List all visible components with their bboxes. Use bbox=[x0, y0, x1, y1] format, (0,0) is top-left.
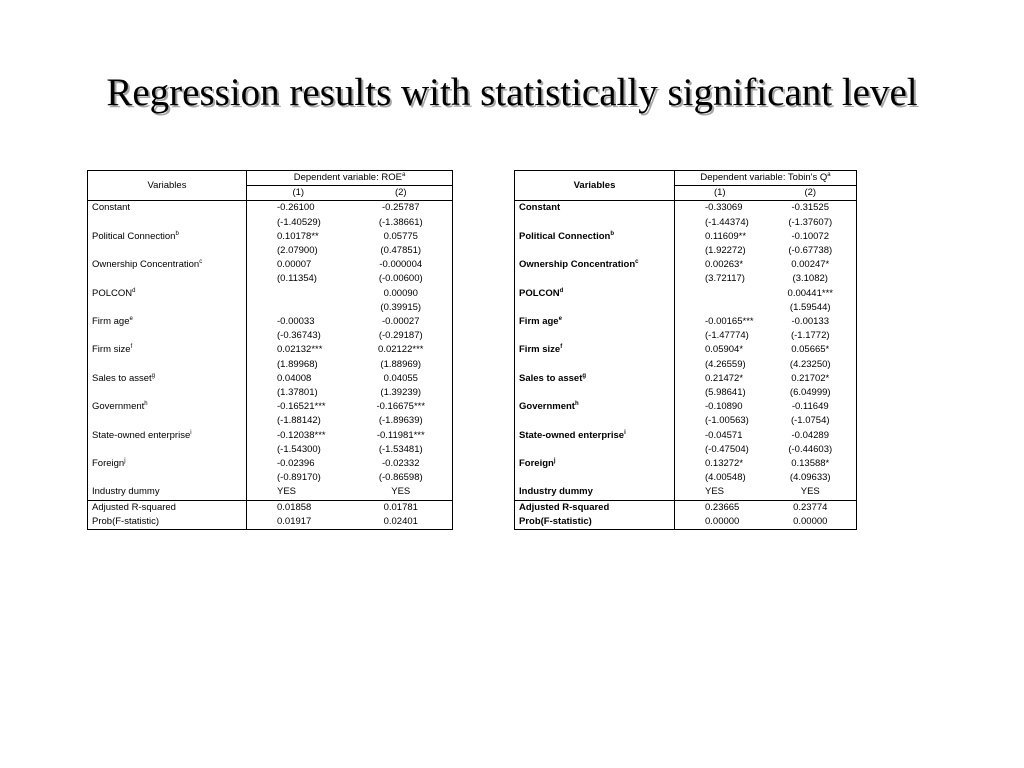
table-row bbox=[88, 386, 453, 400]
variable-name: Industry dummy bbox=[92, 486, 160, 498]
coefficient-cell-model-1: 0.13272* bbox=[705, 458, 744, 470]
table-row bbox=[515, 216, 857, 230]
variable-label bbox=[88, 386, 247, 400]
variable-label bbox=[88, 201, 247, 216]
table-row bbox=[515, 343, 857, 357]
table-row bbox=[88, 372, 453, 386]
coefficient-cell-model-1: (4.00548) bbox=[705, 472, 746, 484]
variable-label bbox=[515, 372, 675, 386]
variable-label bbox=[88, 372, 247, 386]
footnote-marker: g bbox=[582, 372, 587, 379]
variable-name: Firm age bbox=[92, 316, 130, 328]
coefficient-cell-model-2: -0.000004 bbox=[379, 259, 423, 271]
coefficient-cell-model-2: (1.88969) bbox=[380, 358, 422, 370]
variable-label bbox=[88, 414, 247, 428]
coefficient-cell-model-2: (-1.89639) bbox=[378, 415, 423, 427]
footnote-marker: c bbox=[199, 259, 203, 266]
statistic-cell-model-2: 0.01781 bbox=[350, 500, 453, 515]
coefficient-cell-model-2: -0.10072 bbox=[791, 230, 829, 242]
variables-header: Variables bbox=[88, 171, 247, 201]
table-row bbox=[88, 443, 453, 457]
coefficient-cell-model-1 bbox=[675, 287, 765, 301]
statistic-cell-model-1: 0.00000 bbox=[705, 515, 740, 527]
table-row bbox=[88, 230, 453, 244]
coefficient-cell-model-2: 0.05665* bbox=[791, 344, 830, 356]
coefficient-cell-model-1: (-0.36743) bbox=[277, 330, 321, 342]
coefficient-cell-model-1: -0.33069 bbox=[675, 201, 765, 216]
column-header-1: (1) bbox=[292, 187, 305, 199]
table-row bbox=[515, 471, 857, 485]
dependent-variable-header bbox=[675, 171, 857, 186]
variable-label bbox=[88, 358, 247, 372]
dependent-variable-header bbox=[247, 171, 453, 186]
variable-name: State-owned enterprise bbox=[519, 429, 625, 441]
statistic-cell-model-1: 0.23665 bbox=[675, 500, 765, 515]
coefficient-cell-model-2: 0.04055 bbox=[383, 372, 418, 384]
footnote-marker: f bbox=[560, 344, 563, 351]
variable-label bbox=[88, 272, 247, 286]
variable-name: Foreign bbox=[92, 458, 125, 470]
coefficient-cell-model-1: -0.00165*** bbox=[705, 316, 754, 328]
statistic-label: Adjusted R-squared bbox=[515, 500, 675, 515]
variable-label bbox=[515, 400, 675, 414]
coefficient-cell-model-2: (1.39239) bbox=[380, 387, 422, 399]
coefficient-cell-model-1: 0.00007 bbox=[277, 259, 312, 271]
table-row bbox=[88, 287, 453, 301]
coefficient-cell-model-2: (-1.37607) bbox=[788, 216, 833, 228]
footnote-marker: h bbox=[144, 401, 148, 408]
variable-label bbox=[88, 329, 247, 343]
footnote-marker: i bbox=[190, 429, 192, 436]
coefficient-cell-model-2: -0.16675*** bbox=[376, 401, 426, 413]
coefficient-cell-model-2: (3.1082) bbox=[792, 273, 828, 285]
coefficient-cell-model-2: (6.04999) bbox=[789, 387, 831, 399]
coefficient-cell-model-1: -0.00033 bbox=[277, 316, 315, 328]
variable-name: POLCON bbox=[92, 287, 133, 299]
coefficient-cell-model-1: (2.07900) bbox=[277, 245, 318, 257]
table-body bbox=[515, 201, 857, 500]
regression-table-tobins-q bbox=[514, 170, 857, 530]
footnote-marker: j bbox=[553, 458, 556, 465]
table-row bbox=[515, 372, 857, 386]
variable-label bbox=[515, 386, 675, 400]
slide-title: Regression results with statistically significant level bbox=[106, 71, 918, 114]
statistic-label: Prob(F-statistic) bbox=[88, 515, 247, 530]
variable-name: Industry dummy bbox=[519, 486, 593, 498]
table-body bbox=[88, 201, 453, 500]
variable-name: Ownership Concentration bbox=[92, 259, 200, 271]
variable-label bbox=[515, 443, 675, 457]
table-row bbox=[515, 457, 857, 471]
variable-label bbox=[515, 258, 675, 272]
footnote-marker: d bbox=[559, 287, 564, 294]
table-row bbox=[515, 443, 857, 457]
variable-label bbox=[515, 216, 675, 230]
variable-label bbox=[515, 230, 675, 244]
statistic-cell-model-1: 0.01917 bbox=[277, 515, 312, 527]
coefficient-cell-model-2: -0.11981*** bbox=[376, 429, 425, 441]
summary-row bbox=[515, 515, 857, 530]
variable-label bbox=[515, 301, 675, 315]
table-row bbox=[88, 471, 453, 485]
table-header bbox=[88, 171, 453, 201]
statistic-cell-model-2: 0.00000 bbox=[793, 515, 828, 527]
statistic-cell-model-2: 0.02401 bbox=[383, 515, 418, 527]
coefficient-cell-model-1: 0.21472* bbox=[705, 372, 744, 384]
table-row bbox=[515, 272, 857, 286]
coefficient-cell-model-1: (-0.89170) bbox=[277, 472, 321, 484]
coefficient-cell-model-2: -0.11649 bbox=[791, 401, 829, 413]
variable-label bbox=[88, 244, 247, 258]
statistic-label: Adjusted R-squared bbox=[88, 500, 247, 515]
variable-name: Political Connection bbox=[92, 230, 176, 242]
variable-label bbox=[88, 230, 247, 244]
table-row bbox=[88, 358, 453, 372]
coefficient-cell-model-1: YES bbox=[277, 486, 297, 498]
table-row bbox=[515, 201, 857, 216]
table-row bbox=[515, 230, 857, 244]
coefficient-cell-model-2: -0.00027 bbox=[382, 316, 420, 328]
coefficient-cell-model-1: -0.04571 bbox=[705, 429, 743, 441]
table-row bbox=[88, 429, 453, 443]
coefficient-cell-model-2: (-1.38661) bbox=[378, 216, 423, 228]
footnote-marker: c bbox=[635, 259, 639, 266]
table-row bbox=[88, 216, 453, 230]
footnote-marker: h bbox=[574, 401, 579, 408]
variable-name: Government bbox=[92, 401, 145, 413]
variable-label bbox=[515, 471, 675, 485]
coefficient-cell-model-1: (5.98641) bbox=[705, 387, 746, 399]
table-row bbox=[515, 258, 857, 272]
table-row bbox=[88, 457, 453, 471]
coefficient-cell-model-2: (4.09633) bbox=[789, 472, 831, 484]
variable-name: POLCON bbox=[519, 287, 560, 299]
coefficient-cell-model-2: 0.00090 bbox=[383, 287, 418, 299]
variable-label bbox=[88, 301, 247, 315]
coefficient-cell-model-1: (4.26559) bbox=[705, 358, 746, 370]
coefficient-cell-model-1 bbox=[675, 301, 765, 315]
variable-label bbox=[515, 272, 675, 286]
coefficient-cell-model-1: 0.04008 bbox=[277, 372, 312, 384]
variable-label bbox=[88, 287, 247, 301]
coefficient-cell-model-2: (-0.29187) bbox=[378, 330, 423, 342]
table-row bbox=[515, 329, 857, 343]
variable-label bbox=[515, 429, 675, 443]
variable-label bbox=[88, 343, 247, 357]
table-footer bbox=[515, 500, 857, 529]
variable-name: Ownership Concentration bbox=[519, 259, 636, 271]
coefficient-cell-model-2: -0.25787 bbox=[350, 201, 453, 216]
variable-name: Political Connection bbox=[519, 230, 611, 242]
table-row bbox=[515, 429, 857, 443]
footnote-marker: b bbox=[610, 230, 614, 237]
table-row bbox=[515, 301, 857, 315]
table-row bbox=[88, 329, 453, 343]
footnote-marker: b bbox=[175, 230, 179, 237]
table-row bbox=[515, 400, 857, 414]
variables-header: Variables bbox=[515, 171, 675, 201]
footnote-marker: f bbox=[130, 344, 133, 351]
variable-name: State-owned enterprise bbox=[92, 429, 191, 441]
coefficient-cell-model-2: (0.47851) bbox=[380, 245, 422, 257]
variable-label bbox=[515, 287, 675, 301]
table-row bbox=[88, 343, 453, 357]
coefficient-cell-model-1: 0.00263* bbox=[705, 259, 744, 271]
variable-label bbox=[88, 471, 247, 485]
table-row bbox=[515, 358, 857, 372]
variable-label bbox=[515, 414, 675, 428]
statistic-cell-model-1: 0.01858 bbox=[247, 500, 350, 515]
table-row bbox=[88, 201, 453, 216]
variable-name: Sales to asset bbox=[92, 372, 152, 384]
table-row bbox=[515, 386, 857, 400]
variable-name: Firm size bbox=[519, 344, 561, 356]
coefficient-cell-model-1: 0.05904* bbox=[705, 344, 744, 356]
footnote-marker: e bbox=[129, 316, 133, 323]
variable-name: Firm age bbox=[519, 316, 559, 328]
coefficient-cell-model-2: -0.02332 bbox=[382, 458, 420, 470]
coefficient-cell-model-2: (0.39915) bbox=[380, 301, 422, 313]
variable-label bbox=[515, 329, 675, 343]
variable-name: Sales to asset bbox=[519, 372, 583, 384]
footnote-marker: a bbox=[827, 172, 831, 178]
variable-label bbox=[515, 485, 675, 500]
coefficient-cell-model-1: -0.16521*** bbox=[277, 401, 326, 413]
summary-row bbox=[515, 500, 857, 515]
variable-label bbox=[515, 457, 675, 471]
variable-label bbox=[515, 343, 675, 357]
coefficient-cell-model-2: (-1.53481) bbox=[378, 443, 423, 455]
table-row bbox=[88, 244, 453, 258]
coefficient-cell-model-2: (-0.67738) bbox=[788, 245, 833, 257]
dependent-variable-label: Dependent variable: ROE bbox=[293, 172, 402, 183]
variable-label bbox=[88, 457, 247, 471]
table-row bbox=[88, 400, 453, 414]
coefficient-cell-model-1: -0.02396 bbox=[277, 458, 315, 470]
coefficient-cell-model-1: -0.10890 bbox=[705, 401, 743, 413]
footnote-marker: e bbox=[558, 316, 562, 323]
variable-label bbox=[88, 216, 247, 230]
coefficient-cell-model-1: (1.89968) bbox=[277, 358, 318, 370]
footnote-marker: i bbox=[624, 429, 626, 436]
coefficient-cell-model-2: 0.02122*** bbox=[378, 344, 424, 356]
table-row bbox=[515, 485, 857, 500]
coefficient-cell-model-2: (1.59544) bbox=[789, 301, 831, 313]
coefficient-cell-model-1: (0.11354) bbox=[277, 273, 317, 285]
variable-label bbox=[88, 315, 247, 329]
variable-label bbox=[515, 315, 675, 329]
coefficient-cell-model-1: 0.10178** bbox=[277, 230, 319, 242]
coefficient-cell-model-1: (-1.54300) bbox=[277, 443, 321, 455]
table-row bbox=[88, 414, 453, 428]
coefficient-cell-model-1 bbox=[247, 301, 350, 315]
coefficient-cell-model-1 bbox=[247, 287, 350, 301]
coefficient-cell-model-2: (-0.86598) bbox=[378, 472, 423, 484]
coefficient-cell-model-1: YES bbox=[705, 486, 725, 498]
variable-label bbox=[88, 485, 247, 500]
coefficient-cell-model-1: (-1.47774) bbox=[705, 330, 749, 342]
coefficient-cell-model-2: 0.00441*** bbox=[787, 287, 833, 299]
footnote-marker: a bbox=[401, 172, 406, 178]
variable-name: Foreign bbox=[519, 458, 554, 470]
table-row bbox=[88, 272, 453, 286]
coefficient-cell-model-1: (1.92272) bbox=[705, 245, 746, 257]
variable-name: Government bbox=[519, 401, 575, 413]
coefficient-cell-model-2: -0.04289 bbox=[791, 429, 829, 441]
footnote-marker: g bbox=[151, 372, 156, 379]
table-header bbox=[515, 171, 857, 201]
variable-name: Firm size bbox=[92, 344, 131, 356]
coefficient-cell-model-1: (-0.47504) bbox=[705, 443, 749, 455]
variable-label bbox=[88, 443, 247, 457]
variable-label bbox=[515, 244, 675, 258]
dependent-variable-label: Dependent variable: Tobin's Q bbox=[700, 172, 828, 183]
variable-name: Constant bbox=[92, 202, 131, 214]
coefficient-cell-model-1: 0.11609** bbox=[705, 230, 747, 242]
column-header-2: (2) bbox=[804, 187, 817, 199]
coefficient-cell-model-1: -0.12038*** bbox=[277, 429, 326, 441]
variable-label bbox=[515, 358, 675, 372]
coefficient-cell-model-1: 0.02132*** bbox=[277, 344, 323, 356]
column-header-2: (2) bbox=[394, 187, 407, 199]
coefficient-cell-model-1: (-1.88142) bbox=[277, 415, 321, 427]
coefficient-cell-model-2: (-0.44603) bbox=[788, 443, 833, 455]
coefficient-cell-model-2: 0.05775 bbox=[383, 230, 418, 242]
variable-label bbox=[88, 429, 247, 443]
summary-row bbox=[88, 515, 453, 530]
table-row bbox=[515, 287, 857, 301]
coefficient-cell-model-2: 0.00247* bbox=[791, 259, 830, 271]
statistic-cell-model-2: 0.23774 bbox=[765, 500, 857, 515]
coefficient-cell-model-1: (1.37801) bbox=[277, 387, 318, 399]
regression-table-roe bbox=[87, 170, 453, 530]
statistic-label: Prob(F-statistic) bbox=[515, 515, 675, 530]
summary-row bbox=[88, 500, 453, 515]
coefficient-cell-model-1: -0.26100 bbox=[247, 201, 350, 216]
table-row bbox=[88, 258, 453, 272]
variable-label bbox=[88, 400, 247, 414]
variable-name: Constant bbox=[519, 202, 561, 214]
coefficient-cell-model-2: 0.21702* bbox=[791, 372, 830, 384]
footnote-marker: j bbox=[124, 458, 126, 465]
coefficient-cell-model-2: 0.13588* bbox=[791, 458, 830, 470]
coefficient-cell-model-2: (-0.00600) bbox=[378, 273, 423, 285]
table-row bbox=[515, 315, 857, 329]
coefficient-cell-model-2: (-1.0754) bbox=[790, 415, 830, 427]
coefficient-cell-model-2: YES bbox=[391, 486, 411, 498]
coefficient-cell-model-2: -0.31525 bbox=[765, 201, 857, 216]
coefficient-cell-model-2: -0.00133 bbox=[791, 316, 829, 328]
coefficient-cell-model-1: (-1.40529) bbox=[277, 216, 321, 228]
table-footer bbox=[88, 500, 453, 529]
table-row bbox=[515, 244, 857, 258]
table-row bbox=[88, 315, 453, 329]
coefficient-cell-model-2: (-1.1772) bbox=[790, 330, 830, 342]
coefficient-cell-model-2: YES bbox=[800, 486, 820, 498]
coefficient-cell-model-1: (-1.00563) bbox=[705, 415, 749, 427]
coefficient-cell-model-1: (3.72117) bbox=[705, 273, 745, 285]
footnote-marker: d bbox=[132, 287, 136, 294]
variable-label bbox=[515, 201, 675, 216]
coefficient-cell-model-2: (4.23250) bbox=[789, 358, 831, 370]
variable-label bbox=[88, 258, 247, 272]
table-row bbox=[88, 301, 453, 315]
table-row bbox=[515, 414, 857, 428]
coefficient-cell-model-1: (-1.44374) bbox=[705, 216, 749, 228]
table-row bbox=[88, 485, 453, 500]
column-header-1: (1) bbox=[713, 187, 726, 199]
